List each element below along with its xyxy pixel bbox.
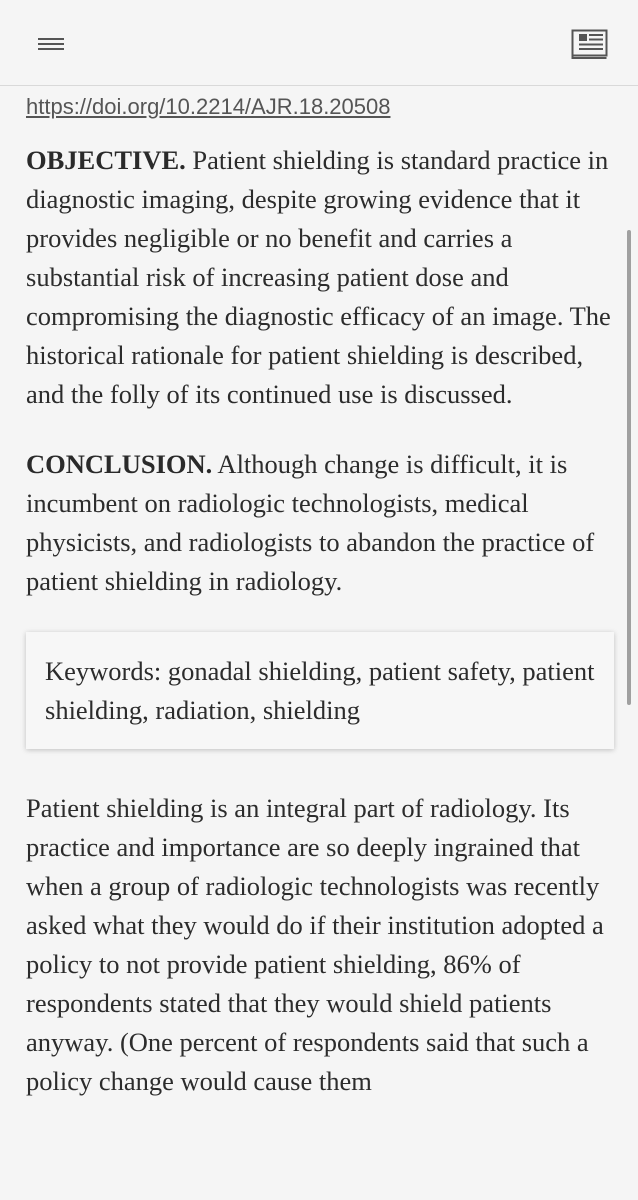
article-content xyxy=(26,86,614,1101)
conclusion-paragraph xyxy=(26,445,614,601)
newspaper-reader-icon[interactable] xyxy=(568,24,612,64)
objective-heading: OBJECTIVE. xyxy=(26,145,186,175)
objective-paragraph xyxy=(26,141,614,414)
conclusion-heading: CONCLUSION. xyxy=(26,449,213,479)
doi-link[interactable]: https://doi.org/10.2214/AJR.18.20508 xyxy=(26,94,391,119)
body-paragraph: Patient shielding is an integral part of radiology. Its practice and importance are so deeply ingrained that when a group of radiologic technologists was recently asked what they would do if their institution adopted a policy to not provide patient shielding, 86% of respondents stated that they would shield patients anyway. (One percent of respondents said that such a policy change would cause them xyxy=(26,793,604,1096)
keywords-box: Keywords: gonadal shielding, patient safety, patient shielding, radiation, shielding xyxy=(26,632,614,749)
hamburger-menu-icon[interactable] xyxy=(34,30,70,60)
top-toolbar xyxy=(0,0,638,86)
objective-text: Patient shielding is standard practice in diagnostic imaging, despite growing evidence that it provides negligible or no benefit and carries a substantial risk of increasing patient dose and compromising the diagnostic efficacy of an image. The historical rationale for patient shielding is described, and the folly of its continued use is discussed. xyxy=(26,145,611,409)
scrollbar[interactable] xyxy=(627,230,631,705)
conclusion-text: Although change is difficult, it is incumbent on radiologic technologists, medical physicists, and radiologists to abandon the practice of patient shielding in radiology. xyxy=(26,449,595,596)
